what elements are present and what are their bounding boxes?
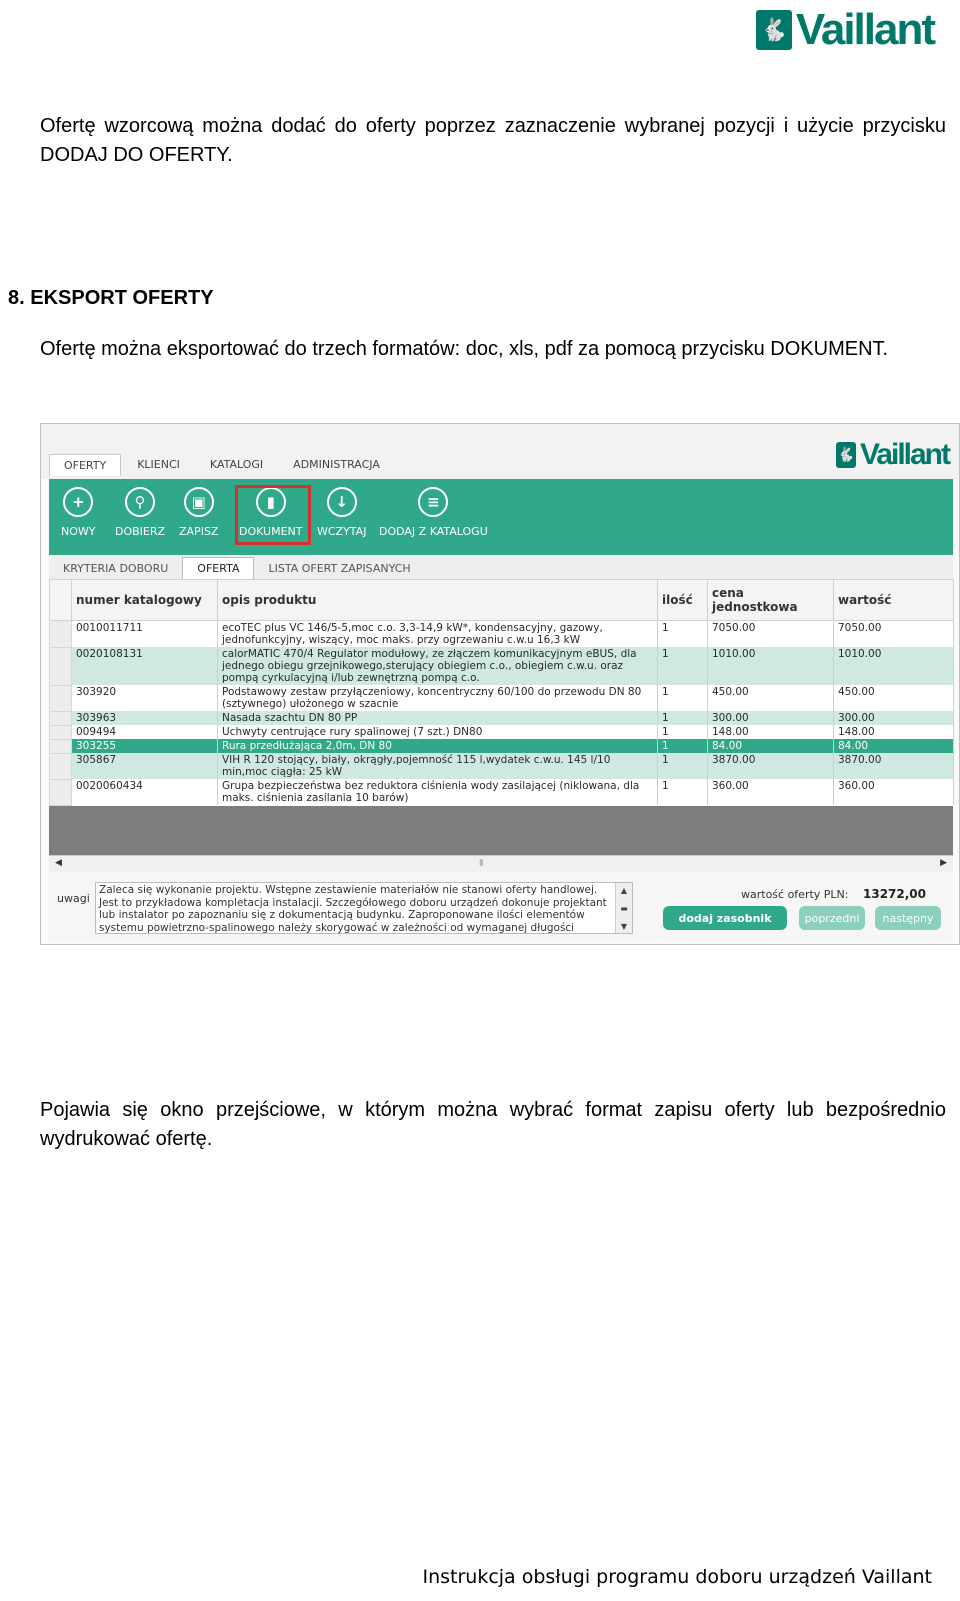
table-row[interactable] bbox=[50, 685, 954, 711]
table-cell: 1 bbox=[658, 685, 708, 711]
tab-katalogi[interactable]: KATALOGI bbox=[209, 458, 264, 471]
logo-wordmark: Vaillant bbox=[795, 5, 934, 54]
scroll-up-icon[interactable]: ▲ bbox=[620, 886, 628, 895]
wczytaj-button-label: WCZYTAJ bbox=[317, 525, 367, 538]
table-header-row bbox=[50, 580, 954, 621]
document-highlight-frame bbox=[235, 485, 311, 545]
table-row[interactable] bbox=[50, 621, 954, 648]
table-row[interactable] bbox=[50, 711, 954, 725]
app-logo-wordmark: Vaillant bbox=[859, 438, 949, 471]
scroll-right-icon[interactable]: ▶ bbox=[940, 857, 947, 867]
notes-textarea[interactable] bbox=[95, 882, 633, 934]
table-row[interactable] bbox=[50, 647, 954, 685]
page-footer: Instrukcja obsługi programu doboru urządzeń Vaillant bbox=[422, 1566, 932, 1588]
table-cell: 7050.00 bbox=[708, 621, 834, 648]
table-cell: 3870.00 bbox=[708, 753, 834, 779]
total-value: 13272,00 bbox=[863, 887, 927, 901]
app-sub-tabs bbox=[49, 555, 953, 579]
save-icon: ▣ bbox=[184, 487, 214, 517]
app-hare-logo-icon: 🐇 bbox=[836, 442, 856, 468]
app-nav-tabs bbox=[49, 454, 394, 476]
notes-text: Zaleca się wykonanie projektu. Wstępne zestawienie materiałów nie stanowi oferty handlowej. Jest to przykładowa kompletacja instalacji. Szczegółowego doboru urządzeń dokonuje projektant lub instalator po zapoznaniu się z dokumentacją budynku. Zaproponowane ilości elementów systemu powietrzno-spalinowego należy skorygować w zależności od wymaganej długości bbox=[99, 884, 607, 934]
wczytaj-button[interactable] bbox=[317, 487, 366, 538]
table-cell: 009494 bbox=[72, 725, 218, 739]
table-cell: 1010.00 bbox=[708, 647, 834, 685]
table-cell: 1010.00 bbox=[834, 647, 954, 685]
table-cell: 3870.00 bbox=[834, 753, 954, 779]
new-button[interactable] bbox=[61, 487, 95, 538]
hare-logo-icon: 🐇 bbox=[756, 10, 792, 50]
notes-scrollbar[interactable] bbox=[615, 883, 632, 933]
row-handle bbox=[50, 711, 72, 725]
table-cell: 303255 bbox=[72, 739, 218, 753]
table-cell: Rura przedłużająca 2,0m, DN 80 bbox=[218, 739, 658, 753]
table-row[interactable] bbox=[50, 753, 954, 779]
add-from-catalog-icon: ≡ bbox=[418, 487, 448, 517]
table-cell: calorMATIC 470/4 Regulator modułowy, ze złączem komunikacyjnym eBUS, dla jednego obiegu grzejnikowego,sterujący obiegiem c.o., obiegiem c.w.u. oraz pompą cyrkulacyjną i/lub zewnętrzną pompą c.o. bbox=[218, 647, 658, 685]
app-logo bbox=[836, 440, 949, 470]
save-button[interactable] bbox=[179, 487, 218, 538]
table-cell: 360.00 bbox=[708, 779, 834, 805]
row-handle bbox=[50, 685, 72, 711]
add-from-catalog-button[interactable] bbox=[379, 487, 488, 538]
table-cell: 7050.00 bbox=[834, 621, 954, 648]
table-cell: Nasada szachtu DN 80 PP bbox=[218, 711, 658, 725]
table-cell: 0020108131 bbox=[72, 647, 218, 685]
dobierz-button-label: DOBIERZ bbox=[115, 525, 166, 538]
tab-lista-ofert[interactable]: LISTA OFERT ZAPISANYCH bbox=[268, 562, 411, 575]
table-cell: 148.00 bbox=[708, 725, 834, 739]
table-cell: 0010011711 bbox=[72, 621, 218, 648]
column-header[interactable]: cena jednostkowa bbox=[708, 580, 834, 621]
row-header-corner bbox=[50, 580, 72, 621]
row-handle bbox=[50, 725, 72, 739]
table-cell: 300.00 bbox=[708, 711, 834, 725]
table-cell: 1 bbox=[658, 621, 708, 648]
tab-administracja[interactable]: ADMINISTRACJA bbox=[293, 458, 380, 471]
table-cell: 300.00 bbox=[834, 711, 954, 725]
app-screenshot bbox=[40, 423, 960, 945]
document-button-label: DOKUMENT bbox=[239, 525, 303, 538]
offer-table bbox=[49, 579, 954, 806]
scroll-thumb-icon[interactable]: ▮ bbox=[479, 857, 484, 867]
new-button-label: NOWY bbox=[61, 525, 96, 538]
tab-oferty[interactable]: OFERTY bbox=[49, 454, 121, 476]
table-cell: 1 bbox=[658, 739, 708, 753]
table-cell: 305867 bbox=[72, 753, 218, 779]
table-cell: 1 bbox=[658, 753, 708, 779]
table-cell: 303963 bbox=[72, 711, 218, 725]
table-cell: 1 bbox=[658, 711, 708, 725]
table-row[interactable] bbox=[50, 725, 954, 739]
tab-oferta[interactable]: OFERTA bbox=[182, 557, 254, 579]
row-handle bbox=[50, 753, 72, 779]
vaillant-logo bbox=[756, 5, 934, 54]
column-header[interactable]: ilość bbox=[658, 580, 708, 621]
table-cell: 450.00 bbox=[708, 685, 834, 711]
table-cell: 303920 bbox=[72, 685, 218, 711]
table-cell: 360.00 bbox=[834, 779, 954, 805]
table-cell: 148.00 bbox=[834, 725, 954, 739]
table-cell: 84.00 bbox=[834, 739, 954, 753]
scroll-thumb-icon[interactable]: ▬ bbox=[620, 904, 628, 913]
table-cell: 0020060434 bbox=[72, 779, 218, 805]
paragraph-intro: Ofertę wzorcową można dodać do oferty poprzez zaznaczenie wybranej pozycji i użycie przycisku DODAJ DO OFERTY. bbox=[40, 115, 946, 166]
search-icon: ⚲ bbox=[125, 487, 155, 517]
table-cell: Podstawowy zestaw przyłączeniowy, koncentryczny 60/100 do przewodu DN 80 (sztywnego) ułożonego w szacnie bbox=[218, 685, 658, 711]
column-header[interactable]: wartość bbox=[834, 580, 954, 621]
table-cell: ecoTEC plus VC 146/5-5,moc c.o. 3,3-14,9 kW*, kondensacyjny, gazowy, jednofunkcyjny, wiszący, moc maks. przy ogrzewaniu c.w.u 16,3 kW bbox=[218, 621, 658, 648]
table-cell: 1 bbox=[658, 725, 708, 739]
notes-label: uwagi bbox=[57, 892, 90, 905]
row-handle bbox=[50, 647, 72, 685]
column-header[interactable]: opis produktu bbox=[218, 580, 658, 621]
paragraph-transition: Pojawia się okno przejściowe, w którym można wybrać format zapisu oferty lub bezpośrednio wydrukować ofertę. bbox=[40, 1099, 946, 1150]
download-icon: ↓ bbox=[327, 487, 357, 517]
table-cell: 450.00 bbox=[834, 685, 954, 711]
row-handle bbox=[50, 779, 72, 805]
paragraph-export: Ofertę można eksportować do trzech formatów: doc, xls, pdf za pomocą przycisku DOKUMENT. bbox=[40, 338, 889, 360]
column-header[interactable]: numer katalogowy bbox=[72, 580, 218, 621]
scroll-down-icon[interactable]: ▼ bbox=[620, 922, 628, 931]
app-footer bbox=[49, 872, 953, 942]
table-cell: Grupa bezpieczeństwa bez reduktora ciśnienia wody zasilającej (niklowana, dla maks. ciśnienia zasilania 10 barów) bbox=[218, 779, 658, 805]
row-handle bbox=[50, 739, 72, 753]
horizontal-scrollbar[interactable] bbox=[49, 855, 953, 873]
tab-klienci[interactable]: KLIENCI bbox=[137, 458, 180, 471]
plus-icon: + bbox=[63, 487, 93, 517]
scroll-left-icon[interactable]: ◀ bbox=[55, 857, 62, 867]
add-from-catalog-button-label: DODAJ Z KATALOGU bbox=[379, 525, 488, 538]
offer-table-area bbox=[49, 579, 953, 855]
app-toolbar bbox=[49, 479, 953, 555]
table-cell: 84.00 bbox=[708, 739, 834, 753]
save-button-label: ZAPISZ bbox=[179, 525, 219, 538]
section-heading: 8. EKSPORT OFERTY bbox=[8, 287, 214, 309]
table-cell: 1 bbox=[658, 647, 708, 685]
table-row[interactable] bbox=[50, 779, 954, 805]
row-handle bbox=[50, 621, 72, 648]
previous-button[interactable]: poprzedni bbox=[799, 906, 865, 930]
next-button[interactable]: następny bbox=[875, 906, 941, 930]
dobierz-button[interactable] bbox=[115, 487, 165, 538]
table-cell: 1 bbox=[658, 779, 708, 805]
tab-kryteria-doboru[interactable]: KRYTERIA DOBORU bbox=[63, 562, 169, 575]
table-cell: Uchwyty centrujące rury spalinowej (7 szt.) DN80 bbox=[218, 725, 658, 739]
add-storage-tank-button[interactable]: dodaj zasobnik bbox=[663, 906, 787, 930]
table-row-selected[interactable] bbox=[50, 739, 954, 753]
total-label: wartość oferty PLN: bbox=[741, 888, 849, 901]
document-icon: ▮ bbox=[256, 487, 286, 517]
table-cell: VIH R 120 stojący, biały, okrągły,pojemność 115 l,wydatek c.w.u. 145 l/10 min,moc ciągła: 25 kW bbox=[218, 753, 658, 779]
